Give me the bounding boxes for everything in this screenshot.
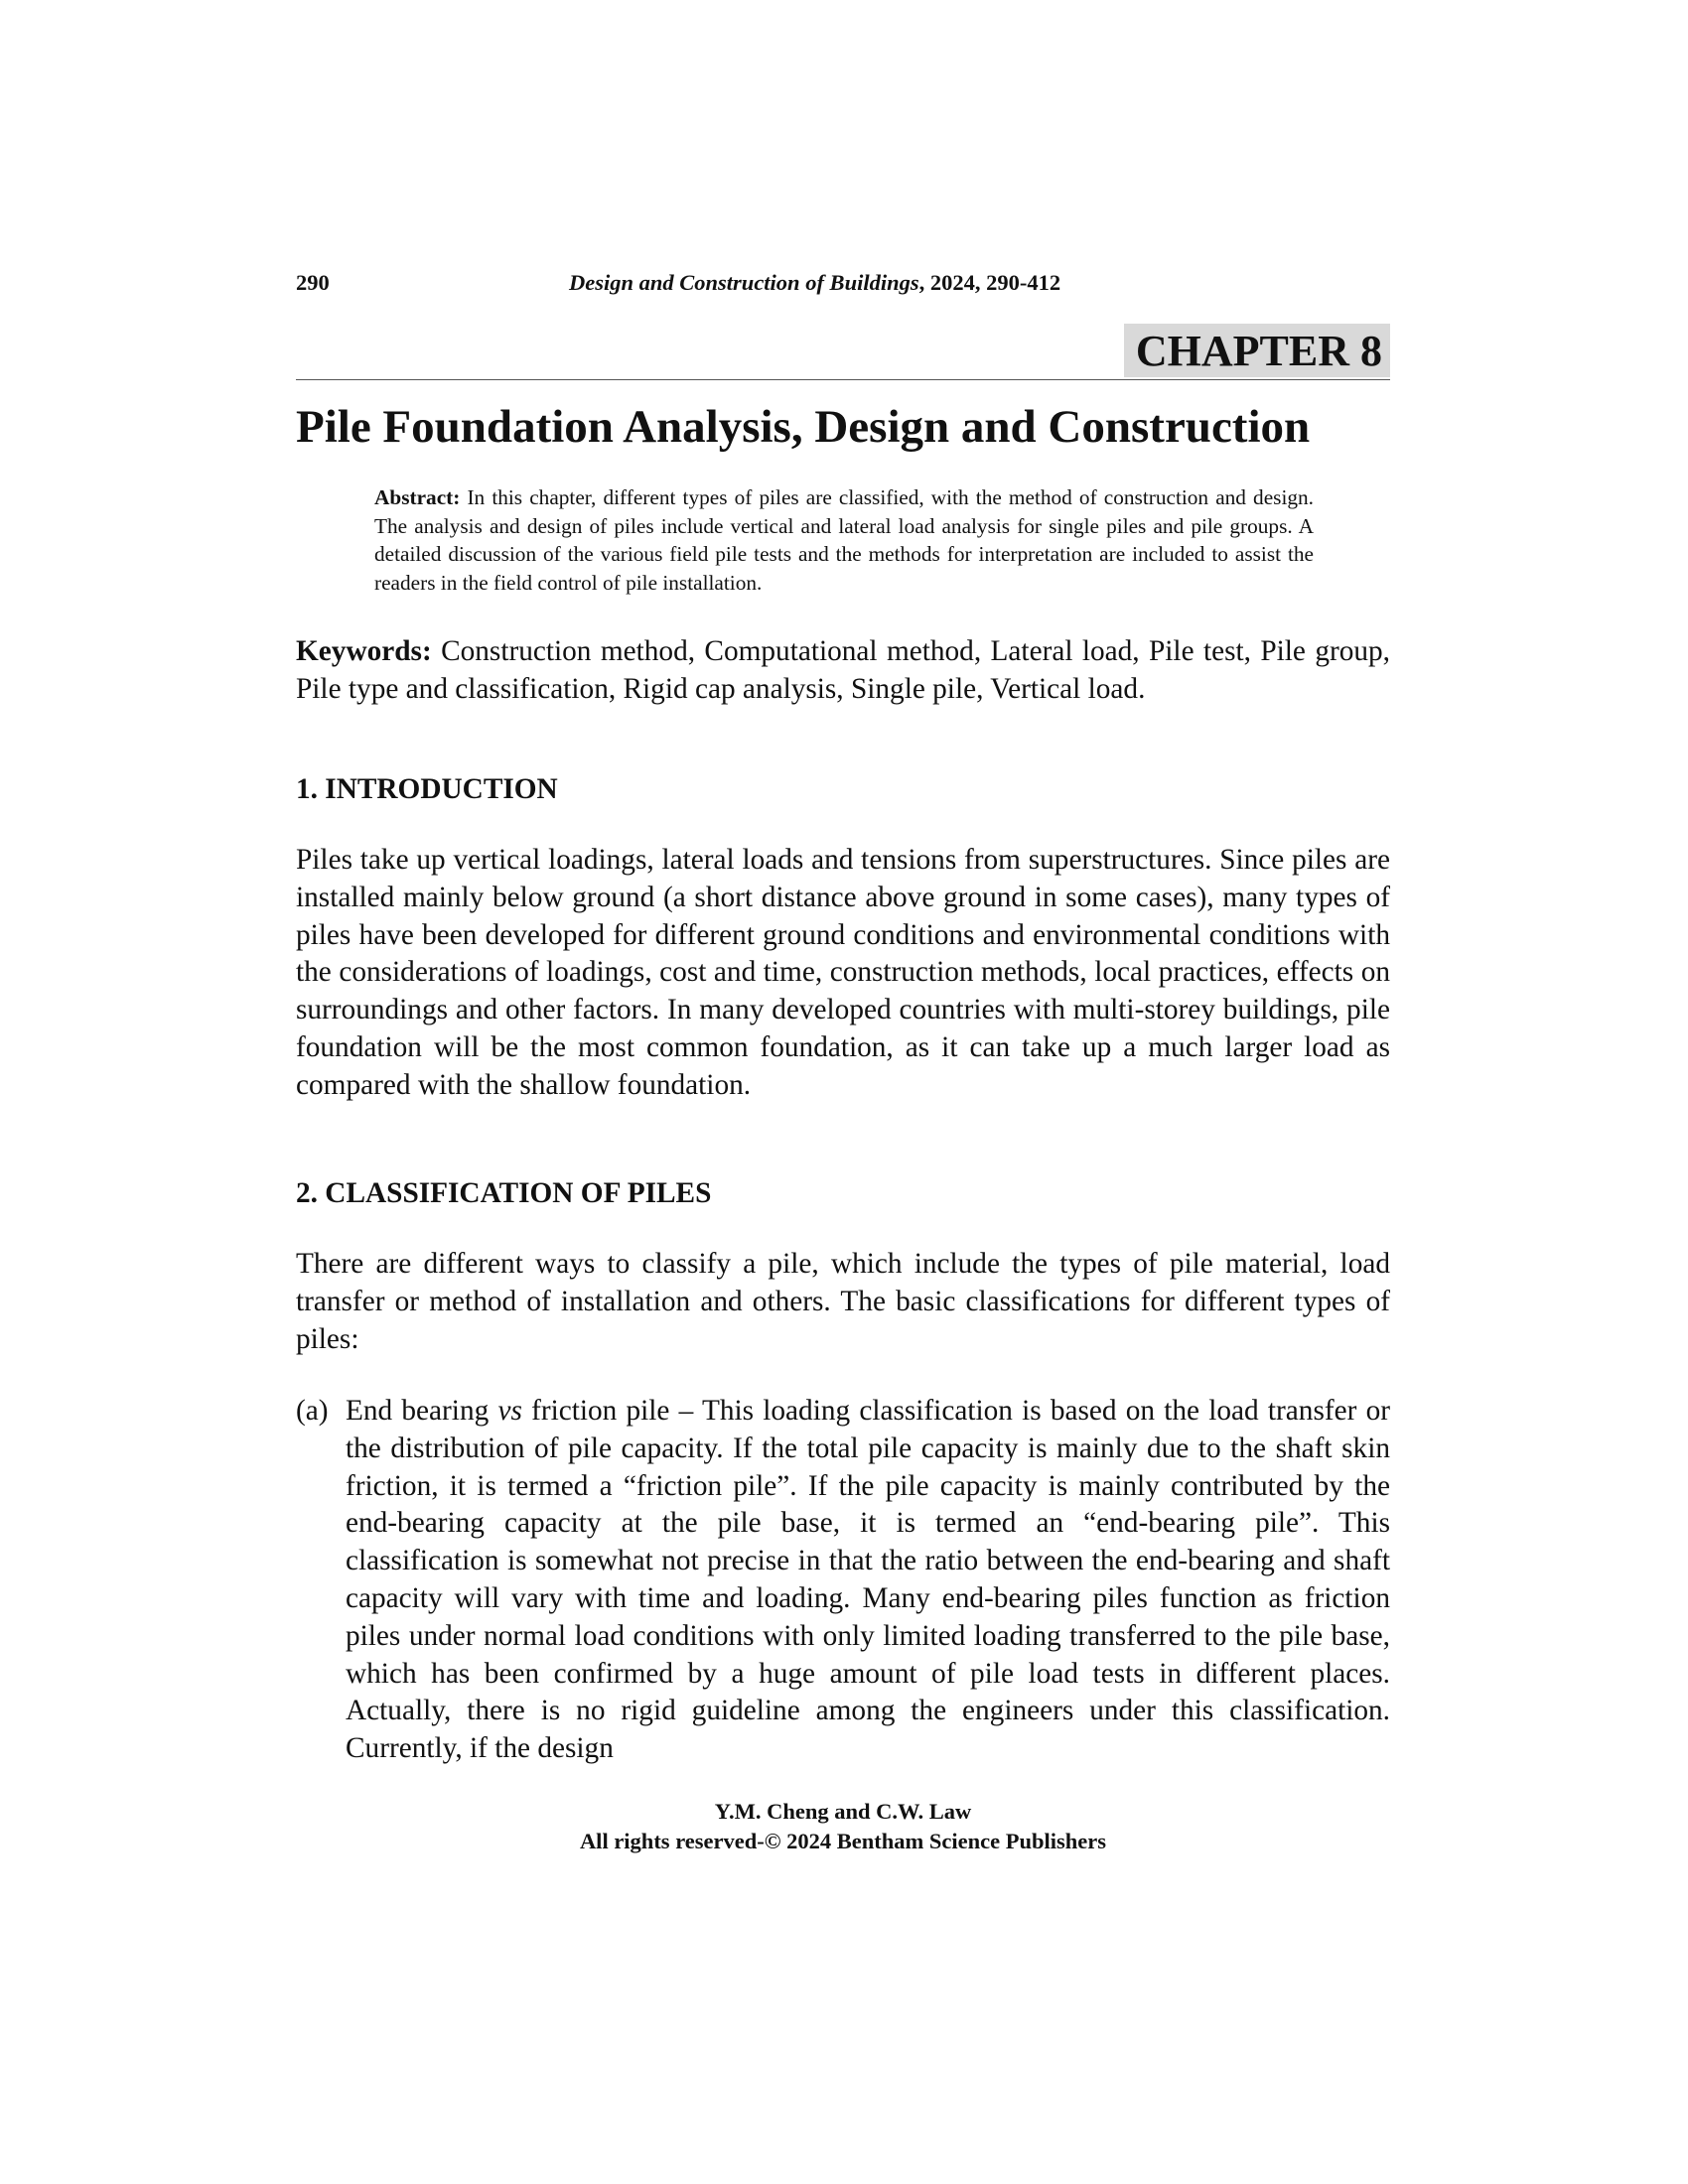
abstract-label: Abstract:: [374, 485, 461, 509]
header-rule: [296, 379, 1390, 380]
keywords-text: Construction method, Computational method, Lateral load, Pile test, Pile group, Pile type and classification, Rigid cap analysis, Single pile, Vertical load.: [296, 635, 1390, 705]
keywords-label: Keywords:: [296, 635, 432, 667]
list-item-body: [346, 1393, 1390, 1768]
abstract: [374, 483, 1314, 597]
running-head: [296, 270, 1388, 310]
journal-title: Design and Construction of Buildings: [569, 270, 919, 295]
list-marker: (a): [296, 1395, 329, 1427]
list-item-a: [296, 1393, 1390, 1768]
list-item-italic: vs: [497, 1395, 522, 1427]
introduction-paragraph: Piles take up vertical loadings, lateral loads and tensions from superstructures. Since piles are installed mainly below ground (a short distance above ground in some cases), many types of piles have been developed for different ground conditions and environmental conditions with the considerations of loadings, cost and time, construction methods, local practices, effects on surroundings and other factors. In many developed countries with multi-storey buildings, pile foundation will be the most common foundation, as it can take up a much larger load as compared with the shallow foundation.: [296, 844, 1390, 1101]
list-item-text: friction pile – This loading classification is based on the load transfer or the distribution of pile capacity. If the total pile capacity is mainly due to the shaft skin friction, it is termed a “friction pile”. If the pile capacity is mainly contributed by the end-bearing capacity at the pile base, it is termed an “end-bearing pile”. This classification is somewhat not precise in that the ratio between the end-bearing and shaft capacity will vary with time and loading. Many end-bearing piles function as friction piles under normal load conditions with only limited loading transferred to the pile base, which has been confirmed by a huge amount of pile load tests in different places. Actually, there is no rigid guideline among the engineers under this classification. Currently, if the design: [346, 1395, 1390, 1765]
keywords: [296, 632, 1390, 708]
journal-citation: [569, 270, 1060, 296]
page-footer: [296, 1797, 1390, 1856]
footer-authors: Y.M. Cheng and C.W. Law: [714, 1799, 972, 1824]
section-heading-classification: 2. CLASSIFICATION OF PILES: [296, 1177, 712, 1209]
section-heading-introduction: 1. INTRODUCTION: [296, 773, 558, 805]
page-number: 290: [296, 270, 330, 295]
list-item-lead: End bearing: [346, 1395, 498, 1427]
abstract-text: In this chapter, different types of piles are classified, with the method of construction and design. The analysis and design of piles include vertical and lateral load analysis for single piles and pile groups. A detailed discussion of the various field pile tests and the methods for interpretation are included to assist the readers in the field control of pile installation.: [374, 485, 1314, 595]
footer-rights: All rights reserved-© 2024 Bentham Science Publishers: [579, 1829, 1107, 1853]
journal-volume-pages: , 2024, 290-412: [918, 270, 1061, 295]
classification-paragraph: There are different ways to classify a pile, which include the types of pile material, load transfer or method of installation and others. The basic classifications for different types of piles:: [296, 1248, 1390, 1355]
chapter-title: Pile Foundation Analysis, Design and Construction: [296, 401, 1311, 453]
chapter-label: CHAPTER 8: [1124, 324, 1390, 377]
